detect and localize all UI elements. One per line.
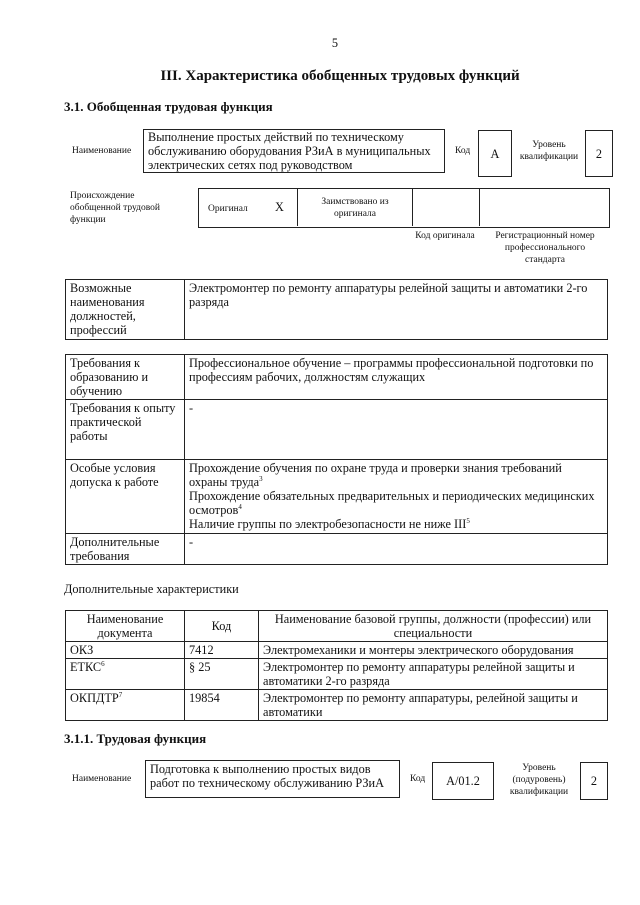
row-name: Электромонтер по ремонту аппаратуры, релейной защиты и автоматики [259, 690, 608, 721]
education-value: Профессиональное обучение – программы профессиональной подготовки по профессиям рабочих, должностям служащих [185, 355, 608, 400]
gtf-level-value: 2 [585, 130, 613, 177]
row-doc: ОКПДТР [70, 691, 119, 705]
tf-name-value: Подготовка к выполнению простых видов работ по техническому обслуживанию РЗиА [145, 760, 400, 798]
origin-original-mark: X [275, 200, 284, 214]
special-line1: Прохождение обучения по охране труда и проверки знания требований охраны труда [189, 461, 562, 489]
footnote-ref: 7 [118, 690, 123, 699]
gtf-name-label: Наименование [72, 146, 132, 156]
footnote-ref: 4 [238, 502, 242, 511]
positions-value: Электромонтер по ремонту аппаратуры релейной защиты и автоматики 2-го разряда [185, 280, 608, 340]
origin-borrowed-label: Заимствовано из оригинала [321, 197, 389, 219]
footnote-ref: 5 [466, 516, 470, 525]
footnote-ref: 3 [259, 474, 263, 483]
footnote-ref: 6 [101, 659, 105, 668]
additional-table [65, 610, 608, 721]
section-title: III. Характеристика обобщенных трудовых функций [160, 68, 520, 84]
positions-table [65, 279, 608, 340]
tf-level-label: Уровень (подуровень) квалификации [509, 763, 569, 797]
table-row [66, 642, 608, 659]
experience-label: Требования к опыту практической работы [66, 400, 185, 460]
requirements-table [65, 354, 608, 565]
origin-reg-label: Регистрационный номер профессионального стандарта [495, 231, 595, 265]
gtf-heading: 3.1. Обобщенная трудовая функция [64, 99, 273, 114]
tf-level-value: 2 [580, 762, 608, 800]
gtf-code-value: А [478, 130, 512, 177]
experience-value: - [185, 400, 608, 460]
gtf-level-label: Уровень квалификации [519, 140, 579, 162]
col-doc-header: Наименование документа [66, 611, 185, 642]
row-name: Электромонтер по ремонту аппаратуры релейной защиты и автоматики 2-го разряда [259, 659, 608, 690]
gtf-code-label: Код [455, 146, 471, 156]
special-line3: Наличие группы по электробезопасности не ниже III [189, 517, 467, 531]
special-line2: Прохождение обязательных предварительных и периодических медицинских осмотров [189, 489, 595, 517]
col-name-header: Наименование базовой группы, должности (профессии) или специальности [259, 611, 608, 642]
row-doc: ОКЗ [70, 643, 94, 657]
additional-value: - [185, 534, 608, 565]
row-code: 19854 [185, 690, 259, 721]
divider [297, 188, 298, 226]
gtf-name-value: Выполнение простых действий по техническому обслуживанию оборудования РЗиА в муниципальных электрических сетях под руководством [143, 129, 445, 173]
special-label: Особые условия допуска к работе [66, 460, 185, 534]
additional-heading: Дополнительные характеристики [64, 582, 239, 596]
special-value [185, 460, 608, 534]
row-name: Электромеханики и монтеры электрического оборудования [259, 642, 608, 659]
tf-code-value: A/01.2 [432, 762, 494, 800]
col-code-header: Код [185, 611, 259, 642]
row-doc: ЕТКС [70, 660, 102, 674]
tf-code-label: Код [410, 774, 426, 784]
divider [479, 188, 480, 226]
table-row [66, 659, 608, 690]
divider [412, 188, 413, 226]
row-code: 7412 [185, 642, 259, 659]
page-number: 5 [331, 36, 339, 50]
origin-code-label: Код оригинала [415, 231, 475, 241]
additional-label: Дополнительные требования [66, 534, 185, 565]
education-label: Требования к образованию и обучению [66, 355, 185, 400]
table-row [66, 690, 608, 721]
row-code: § 25 [185, 659, 259, 690]
positions-label: Возможные наименования должностей, профессий [66, 280, 185, 340]
tf-name-label: Наименование [72, 774, 132, 784]
origin-label: Происхождение обобщенной трудовой функции [70, 191, 160, 225]
tf-heading: 3.1.1. Трудовая функция [64, 731, 207, 746]
origin-original-label: Оригинал [208, 204, 248, 214]
